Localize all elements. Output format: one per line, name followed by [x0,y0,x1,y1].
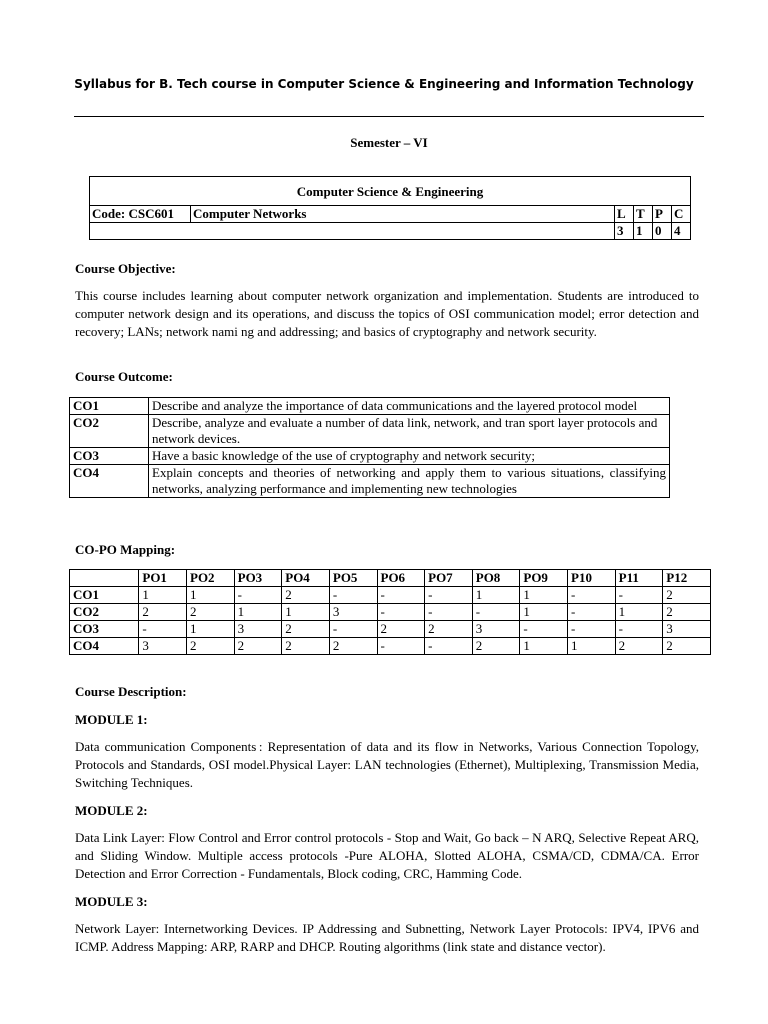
po-cell: 2 [663,638,711,655]
po-cell: - [377,587,425,604]
po-cell: 1 [234,604,282,621]
po-cell: 2 [663,587,711,604]
po-cell: 2 [282,621,330,638]
po-row [70,621,711,638]
po-row-label: CO3 [70,621,139,638]
po-row [70,587,711,604]
po-cell: 1 [282,604,330,621]
po-cell: 2 [187,638,235,655]
po-column-header: PO2 [187,570,235,587]
po-column-header: P12 [663,570,711,587]
po-cell: 1 [520,587,568,604]
ltpc-label-c: C [672,206,691,223]
po-column-header: PO5 [329,570,377,587]
po-row-label: CO4 [70,638,139,655]
po-cell: - [568,587,616,604]
po-cell: 1 [187,621,235,638]
po-cell: 2 [425,621,473,638]
po-column-header: PO4 [282,570,330,587]
ltpc-blank-cell [90,223,615,240]
po-cell: - [139,621,187,638]
outcome-text: Describe, analyze and evaluate a number of data link, network, and tran sport layer protocols and network devices. [149,415,670,448]
po-cell: - [329,587,377,604]
course-code: Code: CSC601 [90,206,191,223]
po-cell: 1 [139,587,187,604]
po-header-row [70,570,711,587]
po-row-label: CO1 [70,587,139,604]
po-row [70,604,711,621]
module-3-text: Network Layer: Internetworking Devices. IP Addressing and Subnetting, Network Layer Protocols: IPV4, IPV6 and ICMP. Address Mapping: ARP, RARP and DHCP. Routing algorithms (link state and distance vector). [75,921,699,954]
po-cell: - [472,604,520,621]
outcome-code: CO3 [70,448,149,465]
outcome-text: Have a basic knowledge of the use of cryptography and network security; [149,448,670,465]
outcome-text: Explain concepts and theories of networking and apply them to various situations, classifying networks, analyzing performance and implementing new technologies [149,465,670,498]
po-cell: 2 [377,621,425,638]
po-cell: - [425,638,473,655]
po-cell: - [329,621,377,638]
po-cell: 3 [663,621,711,638]
co-po-table [69,569,711,655]
po-cell: 3 [329,604,377,621]
po-cell: - [568,604,616,621]
module-2-title: MODULE 2: [75,803,148,818]
department-name: Computer Science & Engineering [90,177,691,206]
po-cell: 2 [282,638,330,655]
po-cell: 3 [472,621,520,638]
po-cell: - [568,621,616,638]
ltpc-value-c: 4 [672,223,691,240]
po-cell: 3 [139,638,187,655]
mapping-heading: CO-PO Mapping: [75,542,176,557]
po-column-header: P11 [615,570,663,587]
description-heading: Course Description: [75,684,187,699]
po-cell: - [615,621,663,638]
outcome-text: Describe and analyze the importance of data communications and the layered protocol model [149,398,670,415]
po-cell: - [615,587,663,604]
po-column-header: PO9 [520,570,568,587]
semester-title: Semester – VI [350,135,428,150]
ltpc-label-t: T [634,206,653,223]
po-cell: - [377,604,425,621]
module-1-title: MODULE 1: [75,712,148,727]
po-cell: 2 [329,638,377,655]
module-2-text: Data Link Layer: Flow Control and Error control protocols - Stop and Wait, Go back – N ARQ, Selective Repeat ARQ, and Sliding Window. Multiple access protocols -Pure ALOHA, Slotted ALOHA, CSMA/CD, CDMA/CA. Error Detection and Error Correction - Fundamentals, Block coding, CRC, Hamming Code. [75,830,699,881]
po-cell: 1 [520,604,568,621]
po-cell: 2 [663,604,711,621]
objective-heading: Course Objective: [75,261,176,276]
outcome-table [69,397,670,498]
po-column-header: P10 [568,570,616,587]
document-header: Syllabus for B. Tech course in Computer Science & Engineering and Information Technology [74,77,694,91]
ltpc-value-t: 1 [634,223,653,240]
course-table [89,176,691,240]
po-cell: 1 [472,587,520,604]
po-cell: 2 [187,604,235,621]
objective-text: This course includes learning about computer network organization and implementation. Students are introduced to computer network design and its operations, and discuss the topics of OSI communication model; error detection and recovery; LANs; network nami ng and addressing; and basics of cryptography and network security. [75,288,699,339]
po-column-header: PO1 [139,570,187,587]
ltpc-value-p: 0 [653,223,672,240]
module-3-title: MODULE 3: [75,894,148,909]
po-cell: 1 [187,587,235,604]
po-cell: 2 [615,638,663,655]
po-cell: - [377,638,425,655]
outcome-code: CO4 [70,465,149,498]
outcome-row [70,448,670,465]
po-cell: 1 [520,638,568,655]
po-cell: 1 [568,638,616,655]
po-cell: 1 [615,604,663,621]
po-cell: 2 [139,604,187,621]
outcome-row [70,415,670,448]
po-column-header: PO7 [425,570,473,587]
outcome-heading: Course Outcome: [75,369,173,384]
po-cell: 2 [282,587,330,604]
po-column-header: PO8 [472,570,520,587]
ltpc-label-l: L [615,206,634,223]
module-1-text: Data communication Components : Representation of data and its flow in Networks, Various Connection Topology, Protocols and Standards, OSI model.Physical Layer: LAN technologies (Ethernet), Multiplexing, Transmission Media, Switching Techniques. [75,739,699,790]
po-cell: - [425,587,473,604]
po-cell: 2 [472,638,520,655]
ltpc-label-p: P [653,206,672,223]
po-cell: - [234,587,282,604]
outcome-code: CO2 [70,415,149,448]
po-cell: 3 [234,621,282,638]
po-cell: 2 [234,638,282,655]
po-column-header: PO3 [234,570,282,587]
po-cell: - [520,621,568,638]
header-rule [74,116,704,117]
po-corner-cell [70,570,139,587]
outcome-code: CO1 [70,398,149,415]
ltpc-value-l: 3 [615,223,634,240]
po-row [70,638,711,655]
po-column-header: PO6 [377,570,425,587]
po-cell: - [425,604,473,621]
course-name: Computer Networks [191,206,615,223]
outcome-row [70,465,670,498]
outcome-row [70,398,670,415]
po-row-label: CO2 [70,604,139,621]
